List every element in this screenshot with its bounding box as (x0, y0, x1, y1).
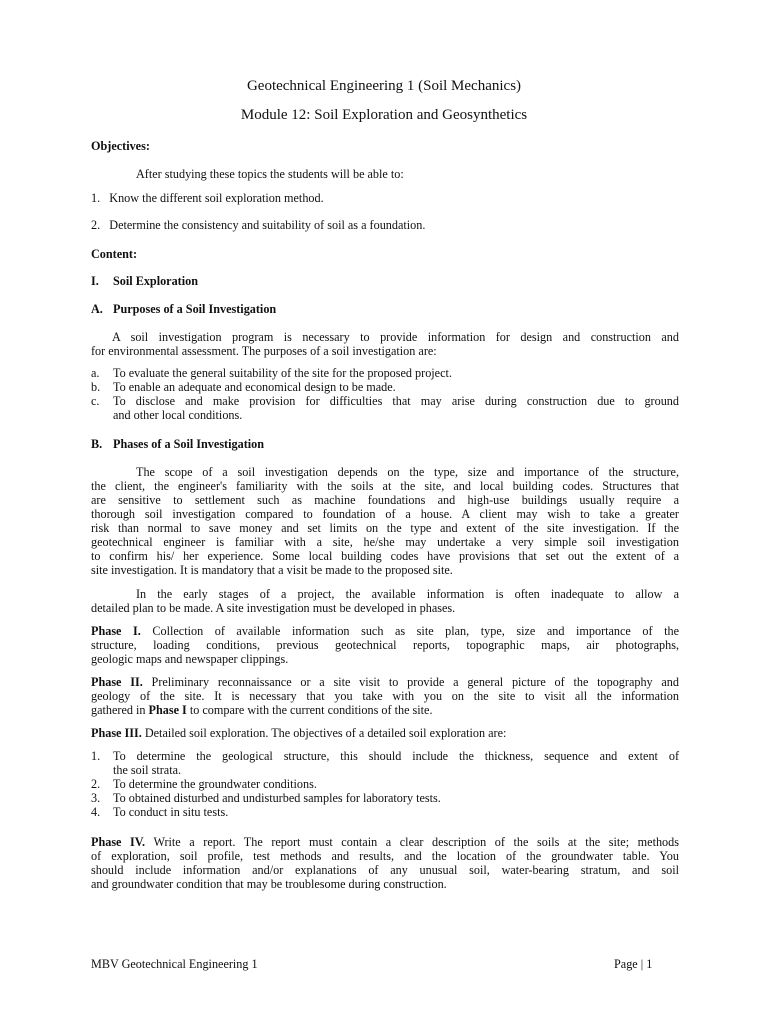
phase-1-paragraph (91, 624, 679, 666)
phase-2-text: Preliminary reconnaissance or a site visit to provide a general picture of the topography and (142, 675, 679, 689)
objective-item-number: 1. (91, 191, 101, 205)
phase-1-label: Phase I. (91, 624, 141, 638)
paragraph-line (91, 675, 679, 689)
page-number: Page | 1 (614, 957, 653, 971)
subsection-b-paragraph-1 (91, 465, 679, 577)
list-item-text: To evaluate the general suitability of the site for the proposed project. (113, 366, 452, 380)
paragraph-line: are sensitive to settlement such as machine foundations and high-use buildings usually require a (91, 493, 679, 507)
purposes-list (91, 366, 679, 422)
phase-1-text: Collection of available information such as site plan, type, size and importance of the (140, 624, 679, 638)
objective-item-text: Know the different soil exploration method. (109, 191, 324, 205)
objectives-intro: After studying these topics the students will be able to: (136, 167, 404, 181)
section-title: Soil Exploration (113, 274, 198, 288)
paragraph-line: geology of the site. It is necessary that you take with you on the site to visit all the information (91, 689, 679, 703)
list-marker: 2. (91, 777, 101, 791)
paragraph-line: to confirm his/ her experience. Some local building codes have provisions that set out the extent of a (91, 549, 679, 563)
paragraph-line: and groundwater condition that may be troublesome during construction. (91, 877, 447, 891)
paragraph-line: should include information and/or explanations of any unusual soil, water-bearing stratum, and soil (91, 863, 679, 877)
phase-3-text: Detailed soil exploration. The objectives of a detailed soil exploration are: (141, 726, 507, 740)
section-heading (91, 274, 198, 288)
paragraph-line: geologic maps and newspaper clippings. (91, 652, 289, 666)
objective-item-number: 2. (91, 218, 101, 232)
paragraph-line: structure, loading conditions, previous geotechnical reports, topographic maps, air photographs, (91, 638, 679, 652)
list-item-continuation (91, 408, 679, 422)
document-title: Geotechnical Engineering 1 (Soil Mechanics) (246, 78, 522, 94)
subsection-a-paragraph (91, 330, 679, 358)
phase-3-paragraph (91, 726, 506, 740)
subsection-b-title: Phases of a Soil Investigation (113, 437, 265, 451)
list-item-text: To obtained disturbed and undisturbed samples for laboratory tests. (113, 791, 441, 805)
paragraph-line (91, 624, 679, 638)
phase-3-list (91, 749, 679, 819)
paragraph-line: A soil investigation program is necessary to provide information for design and construction and (112, 330, 679, 344)
section-number: I. (91, 274, 99, 288)
objectives-heading: Objectives: (91, 139, 150, 153)
list-item-text: To determine the geological structure, this should include the thickness, sequence and extent of (113, 749, 679, 763)
objective-item-2 (91, 218, 425, 232)
paragraph-line: risk than normal to save money and set limits on the type and extent of the site investigation. If the (91, 521, 679, 535)
phase-2-text: gathered in (91, 703, 149, 717)
list-item (91, 777, 679, 791)
phase-4-text: Write a report. The report must contain a clear description of the soils at the site; methods (145, 835, 679, 849)
subsection-b-paragraph-2 (91, 587, 679, 615)
list-item (91, 380, 679, 394)
objective-item-1 (91, 191, 324, 205)
phase-4-label: Phase IV. (91, 835, 146, 849)
list-item-text: the soil strata. (113, 763, 182, 777)
list-item (91, 791, 679, 805)
objective-item-text: Determine the consistency and suitability of soil as a foundation. (109, 218, 426, 232)
list-item (91, 749, 679, 763)
paragraph-line (91, 835, 679, 849)
subsection-b-heading (91, 437, 265, 451)
list-marker: 3. (91, 791, 101, 805)
list-marker: c. (91, 394, 100, 408)
subsection-a-number: A. (91, 302, 103, 316)
list-marker: 1. (91, 749, 101, 763)
list-item (91, 805, 679, 819)
list-item (91, 394, 679, 408)
paragraph-line: In the early stages of a project, the available information is often inadequate to allow a (136, 587, 679, 601)
phase-2-text: to compare with the current conditions of the site. (186, 703, 433, 717)
module-title: Module 12: Soil Exploration and Geosynthetics (240, 107, 528, 123)
phase-3-label: Phase III. (91, 726, 142, 740)
subsection-b-number: B. (91, 437, 103, 451)
list-marker: b. (91, 380, 101, 394)
list-item-continuation (91, 763, 679, 777)
list-item (91, 366, 679, 380)
subsection-a-heading (91, 302, 277, 316)
paragraph-line: for environmental assessment. The purposes of a soil investigation are: (91, 344, 437, 358)
list-item-text: To disclose and make provision for difficulties that may arise during construction due to ground (113, 394, 679, 408)
subsection-a-title: Purposes of a Soil Investigation (113, 302, 277, 316)
phase-4-paragraph (91, 835, 679, 891)
list-item-text: To enable an adequate and economical design to be made. (113, 380, 396, 394)
phase-2-paragraph (91, 675, 679, 717)
list-marker: a. (91, 366, 100, 380)
list-item-text: To conduct in situ tests. (113, 805, 229, 819)
phase-2-label: Phase II. (91, 675, 143, 689)
paragraph-line: The scope of a soil investigation depends on the type, size and importance of the structure, (136, 465, 679, 479)
list-item-text: To determine the groundwater conditions. (113, 777, 317, 791)
content-heading: Content: (91, 247, 138, 261)
paragraph-line: thorough soil investigation compared to foundation of a house. A client may wish to take a greater (91, 507, 679, 521)
paragraph-line: site investigation. It is mandatory that a visit be made to the proposed site. (91, 563, 453, 577)
footer-left: MBV Geotechnical Engineering 1 (91, 957, 258, 971)
list-marker: 4. (91, 805, 101, 819)
list-item-text: and other local conditions. (113, 408, 243, 422)
paragraph-line: geotechnical engineer is familiar with a site, he/she may undertake a very simple soil investigation (91, 535, 679, 549)
paragraph-line: of exploration, soil profile, test methods and results, and the location of the groundwater table. You (91, 849, 679, 863)
paragraph-line (91, 703, 679, 717)
phase-reference: Phase I (148, 703, 187, 717)
paragraph-line: the client, the engineer's familiarity with the soils at the site, and local building codes. Structures that (91, 479, 679, 493)
paragraph-line: detailed plan to be made. A site investigation must be developed in phases. (91, 601, 456, 615)
